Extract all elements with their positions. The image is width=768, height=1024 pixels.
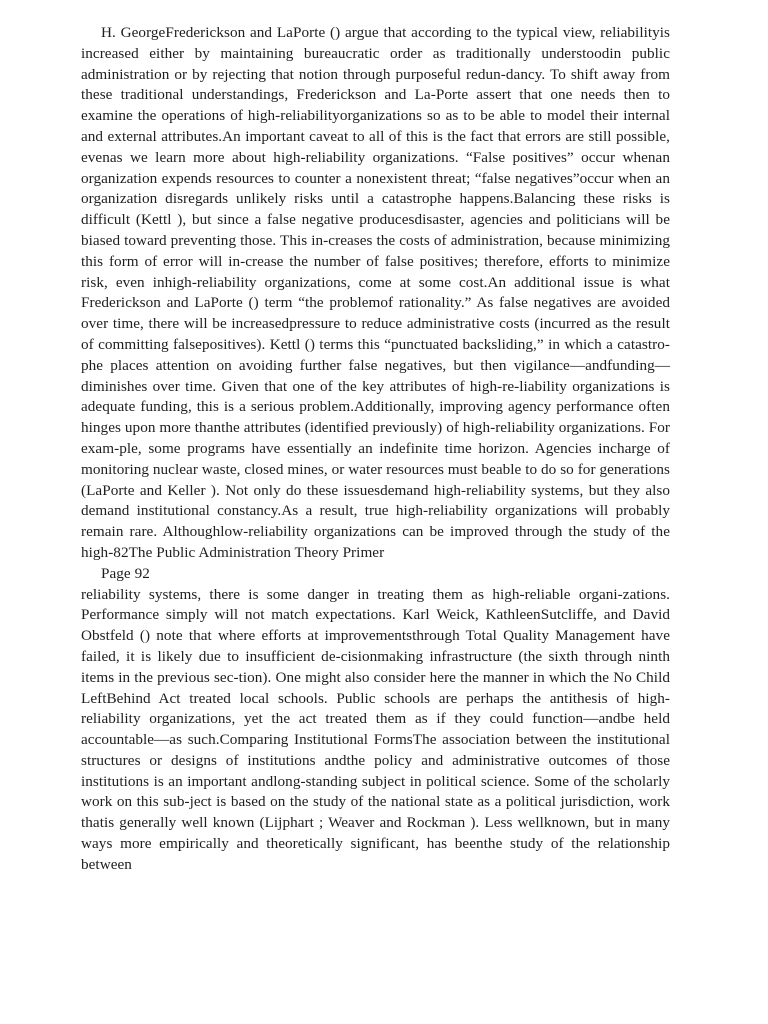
body-paragraph-2: reliability systems, there is some danger in treating them as high-reliable organi-zations. Performance simply will not match expectations. Karl Weick, KathleenSutcliffe, and David Obstfeld () note that where efforts at improvementsthrough Total Quality Management have failed, it is likely due to insufficient de-cisionmaking infrastructure (the sixth through ninth items in the previous sec-tion). One might also consider here the manner in which the No Child LeftBehind Act treated local schools. Public schools are perhaps the antithesis of high-reliability organizations, yet the act treated them as if they could function—andbe held accountable—as such.Comparing Institutional FormsThe association between the institutional structures or designs of institutions andthe policy and administrative outcomes of those institutions is an important andlong-standing subject in political science. Some of the scholarly work on this sub-ject is based on the study of the national state as a political jurisdiction, work thatis generally well known (Lijphart ; Weaver and Rockman ). Less wellknown, but in many ways more empirically and theoretically significant, has beenthe study of the relationship between xyxy=(81,585,670,873)
body-paragraph-1: H. GeorgeFrederickson and LaPorte () argue that according to the typical view, reliabilityis increased either by maintaining bureaucratic order as traditionally understoodin public administration or by rejecting that notion through purposeful redun-dancy. To shift away from these traditional understandings, Frederickson and La-Porte assert that one needs then to examine the operations of high-reliabilityorganizations so as to be able to model their internal and external attributes.An important caveat to all of this is the fact that errors are still possible, evenas we learn more about high-reliability organizations. “False positives” occur whenan organization expends resources to counter a nonexistent threat; “false negatives”occur when an organization disregards unlikely risks until a catastrophe happens.Balancing these risks is difficult (Kettl ), but since a false negative producesdisaster, agencies and politicians will be biased toward preventing those. This in-creases the costs of administration, because minimizing this form of error will in-crease the number of false positives; therefore, efforts to minimize risk, even inhigh-reliability organizations, come at some cost.An additional issue is what Frederickson and LaPorte () term “the problemof rationality.” As false negatives are avoided over time, there will be increasedpressure to reduce administrative costs (incurred as the result of committing falsepositives). Kettl () terms this “punctuated backsliding,” in which a catastro-phe places attention on avoiding further false negatives, but then vigilance—andfunding—diminishes over time. Given that one of the key attributes of high-re-liability organizations is adequate funding, this is a serious problem.Additionally, improving agency performance often hinges upon more thanthe attributes (identified previously) of high-reliability organizations. For exam-ple, some programs have essentially an indefinite time horizon. Agencies incharge of monitoring nuclear waste, closed mines, or water resources must beable to do so for generations (LaPorte and Keller ). Not only do these issuesdemand high-reliability systems, but they also demand institutional constancy.As a result, true high-reliability organizations will probably remain rare. Althoughlow-reliability organizations can be improved through the study of the high-82The Public Administration Theory Primer xyxy=(81,24,670,561)
page-number-marker: Page 92 xyxy=(101,564,150,582)
document-page xyxy=(81,23,670,876)
